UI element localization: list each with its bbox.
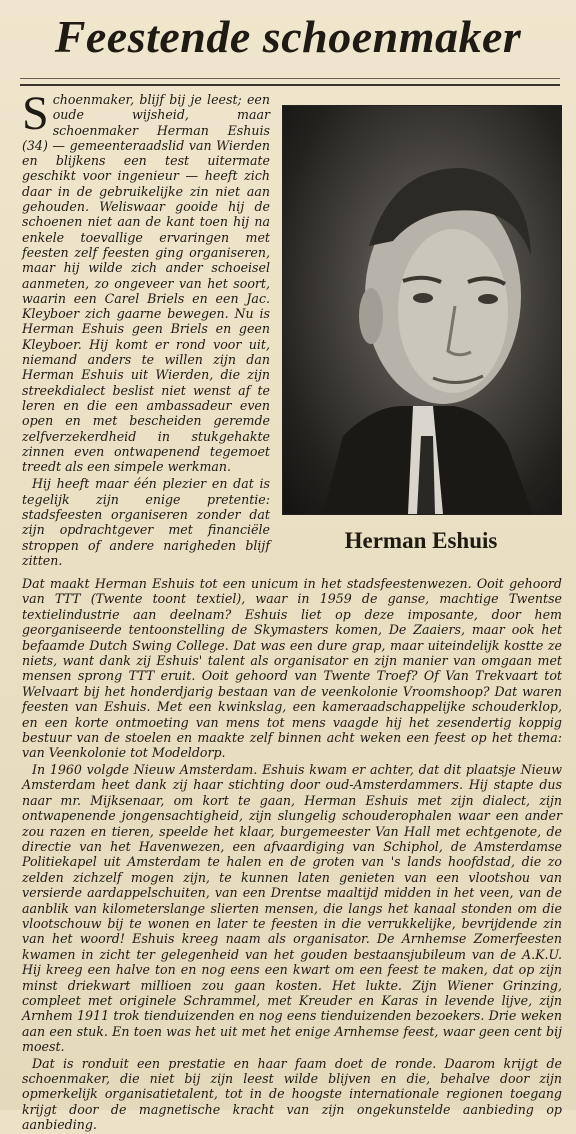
portrait-figure bbox=[283, 106, 561, 514]
paragraph-3: Dat maakt Herman Eshuis tot een unicum in het stadsfeestenwezen. Ooit gehoord van TTT (Twente toont textiel), waar in 1959 de ganse, machtige Twentse textielindustrie aan deelnam? Eshuis liet op deze imposante, door hem georganiseerde tentoonstelling de Skymasters komen, De Zaaiers, maar ook het befaamde Dutch Swing College. Dat was een dure grap, maar uiteindelijk kostte ze niets, want dank zij Eshuis' talent als organisator en zijn manier van omgaan met mensen sprong TTT eruit. Ooit gehoord van Twente Troef? Of Van Trekvaart tot Welvaart bij het honderdjarig bestaan van de veenkolonie Vroomshoop? Dat waren feesten van Eshuis. Met een kwinkslag, een kameraadschappelijke schouderklop, en een korte ontmoeting van mens tot mens vaagde hij het zesendertig koppig bestuur van de stoelen en maakte zelf binnen acht weken een feest op het thema: van Veenkolonie tot Modeldorp. bbox=[22, 576, 562, 761]
paragraph-5: Dat is ronduit een prestatie en haar faam doet de ronde. Daarom krijgt de schoenmaker, die niet bij zijn leest wilde blijven en die, behalve door zijn opmerkelijk organisatietalent, tot in de hoogste internationale regionen toegang krijgt door de magnetische kracht van zijn ongekunstelde aanbieding op aanbieding. bbox=[22, 1055, 562, 1133]
left-column bbox=[22, 87, 270, 570]
paragraph-2: Hij heeft maar één plezier en dat is tegelijk zijn enige pretentie: stadsfeesten organiseren zonder dat zijn opdrachtgever met financiële stroppen of andere narigheden blijf zitten. bbox=[22, 476, 270, 568]
headline-rule bbox=[20, 78, 560, 79]
main-column bbox=[22, 576, 562, 1134]
paragraph-4: In 1960 volgde Nieuw Amsterdam. Eshuis kwam er achter, dat dit plaatsje Nieuw Amsterdam heet dank zij haar stichting door oud-Amsterdammers. Hij stapte dus naar mr. Mijksenaar, om kort te gaan, Herman Eshuis met zijn dialect, zijn ontwapenende jongensachtigheid, zijn slungelig schouderophalen waar een ander zou razen en tieren, speelde het klaar, burgemeester Van Hall met echtgenote, de directie van het Havenwezen, een afvaardiging van Schiphol, de Amsterdamse Politiekapel uit Amsterdam te halen en de groten van 's lands hoofdstad, die zo zelden zichzelf mogen zijn, te kunnen laten genieten van een vlootshou van versierde aardappelschuiten, van een Drentse maaltijd midden in het veen, van de aanblik van kilometerslange slierten mensen, die langs het kanaal stonden om die vlootschouw bij te wonen en later te feesten in die verrukkelijke, bevrijdende zin van het woord! Eshuis kreeg naam als organisator. De Arnhemse Zomerfeesten kwamen in zicht ter gelegenheid van het gouden bestaansjubileum van de A.K.U. Hij kreeg een halve ton en nog eens een kwart om een feest te maken, dat op zijn minst driekwart millioen zou gaan kosten. Het lukte. Zijn Wiener Grinzing, compleet met originele Schrammel, met Kreuder en Karas in levende lijve, zijn Arnhem 1911 trok tienduizenden en nog eens tienduizenden bezoekers. Drie weken aan een stuk. En toen was het uit met het enige Arnhemse feest, waar geen cent bij moest. bbox=[22, 761, 562, 1055]
paragraph-1 bbox=[22, 87, 270, 475]
headline-rule-thick bbox=[20, 84, 560, 86]
paragraph-1-text: choenmaker, blijf bij je leest; een oude wijsheid, maar schoenmaker Herman Eshuis (34) — gemeenteraadslid van Wierden en blijkens een test uitermate geschikt voor ingenieur — heeft zich daar in de gebruikelijke zin niet aan gehouden. Weliswaar gooide hij de schoenen niet aan de kant toen hij na enkele toevallige ervaringen met feesten zelf feesten ging organiseren, maar hij wilde zich ander schoeisel aanmeten, zo ongeveer van het soort, waarin een Carel Briels en een Jac. Kleyboer zich gaarne bewegen. Nu is Herman Eshuis geen Briels en geen Kleyboer. Hij komt er rond voor uit, niemand anders te willen zijn dan Herman Eshuis uit Wierden, die zijn streekdialect beslist niet wenst af te leren en die een ambassadeur even open en met bescheiden geremde zelfverzekerdheid in stukgehakte zinnen even ontwapenend tegemoet treedt als een simpele werkman. bbox=[22, 92, 270, 475]
headline: Feestende schoenmaker bbox=[54, 11, 522, 62]
portrait-photo bbox=[282, 105, 562, 515]
photo-caption: Herman Eshuis bbox=[344, 528, 498, 553]
drop-cap: S bbox=[22, 87, 49, 140]
